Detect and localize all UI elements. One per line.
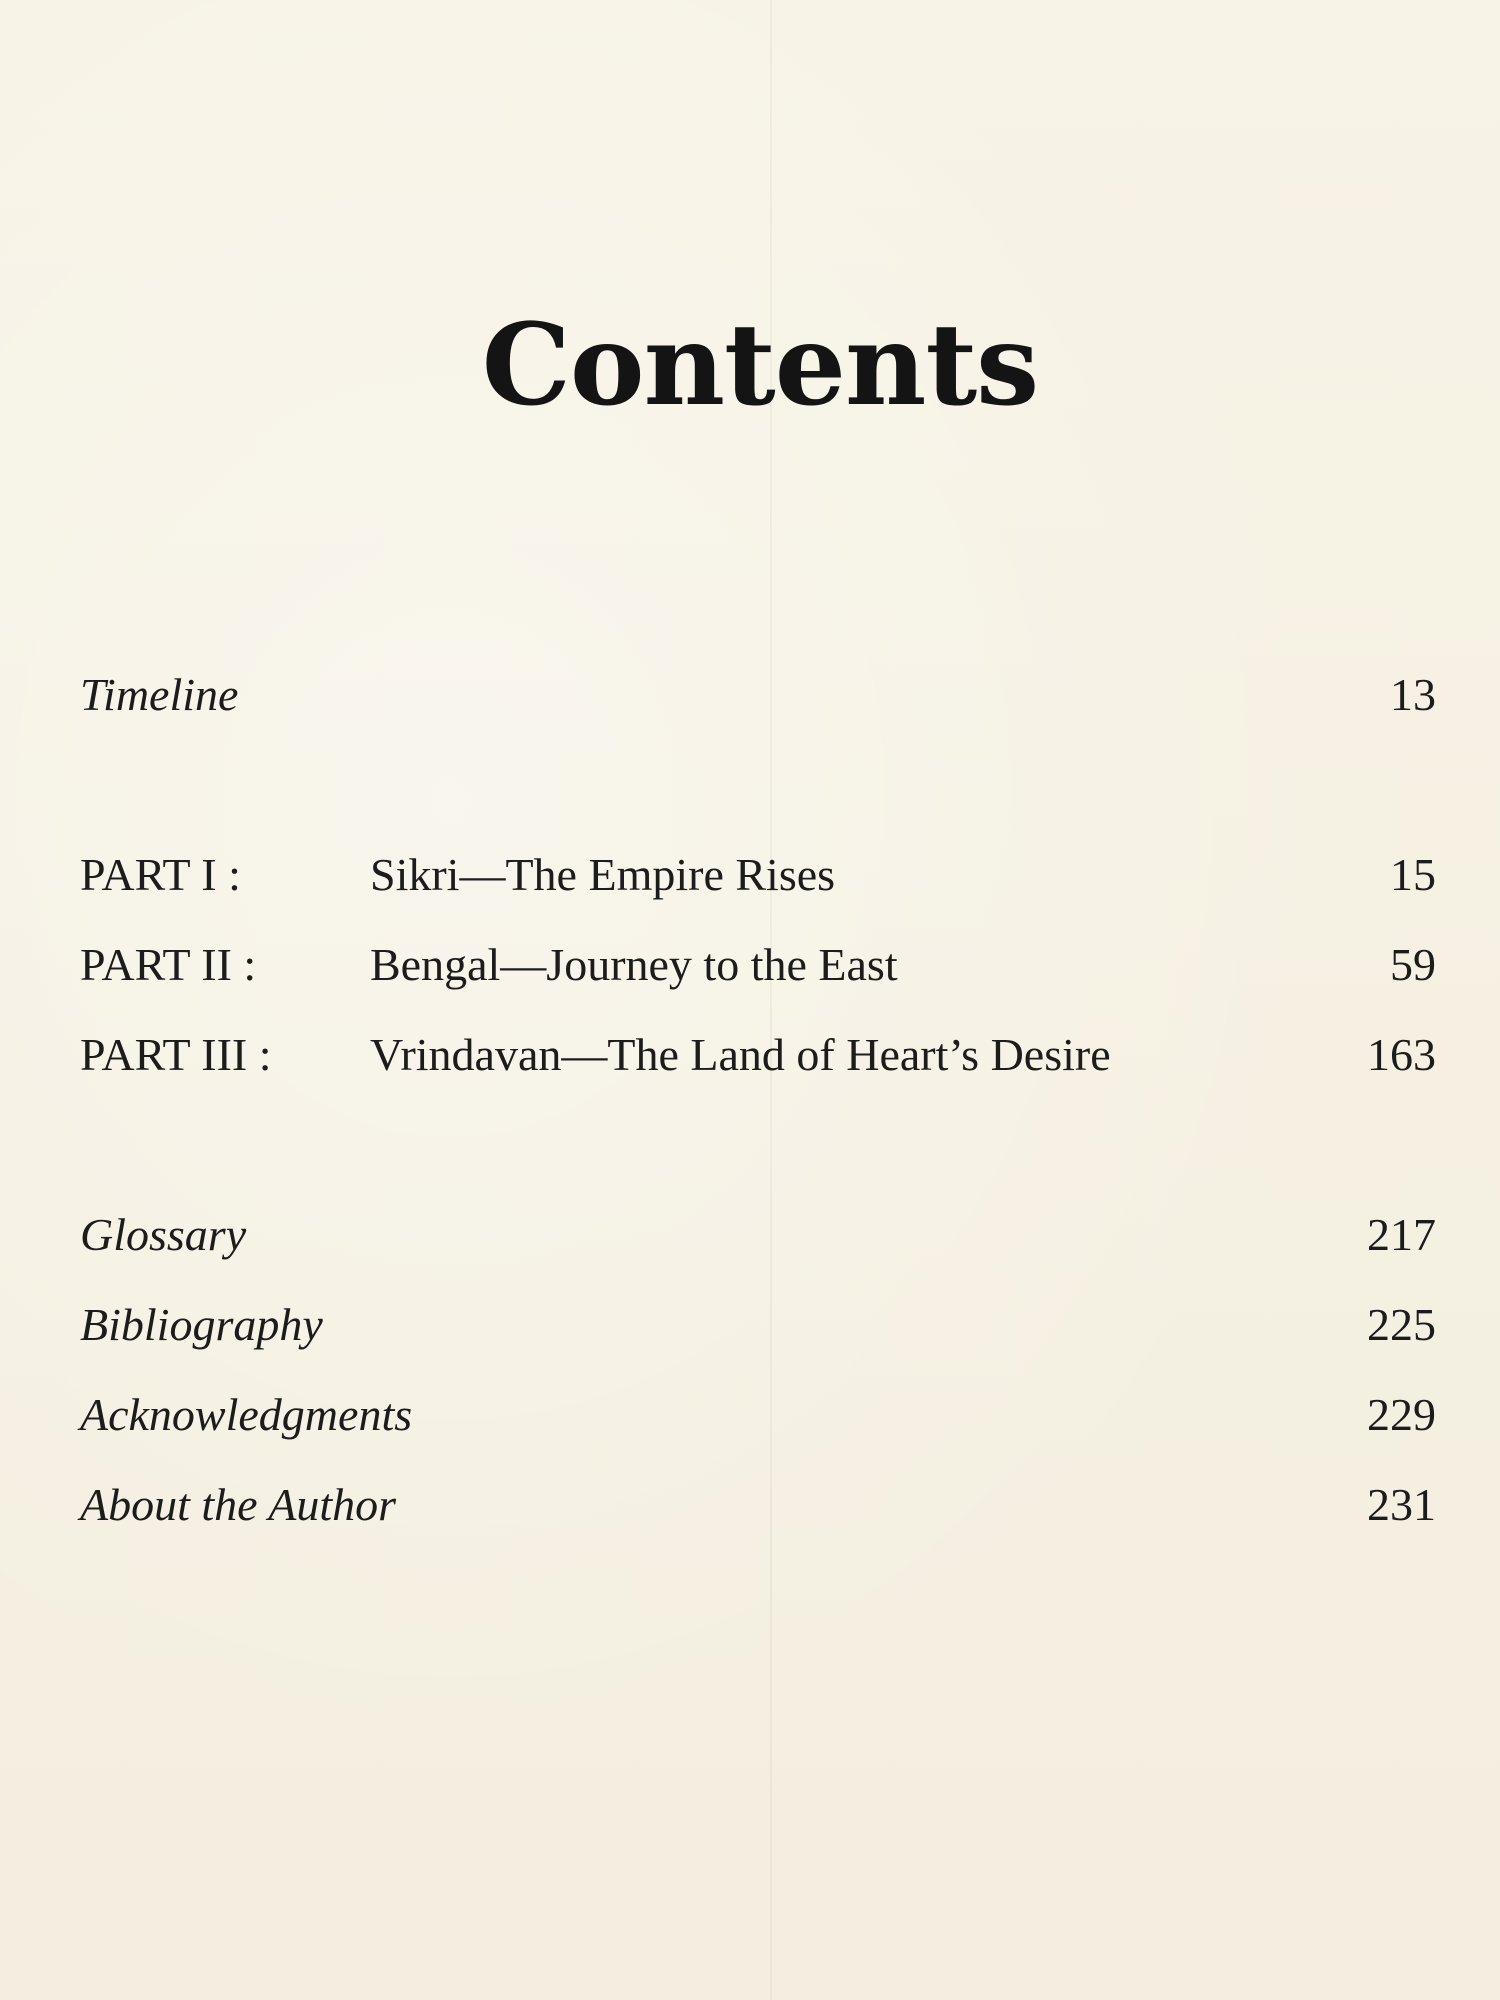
toc-entry-about-the-author [80, 1475, 1436, 1535]
toc-entry-label: About the Author [80, 1479, 397, 1530]
toc-entry-page-number: 163 [1367, 1029, 1436, 1080]
toc-entry-glossary [80, 1205, 1436, 1265]
toc-entry-label: Bibliography [80, 1299, 323, 1350]
toc-entry-page-number: 59 [1390, 939, 1436, 990]
toc-entry-label: Glossary [80, 1209, 247, 1260]
toc-entry-timeline [80, 665, 1436, 725]
toc-entry-page-number: 225 [1367, 1299, 1436, 1350]
toc-entry-page-number: 15 [1390, 849, 1436, 900]
toc-entry-part-3 [80, 1025, 1436, 1085]
toc-entry-label: Timeline [80, 669, 239, 720]
toc-entry-part-2 [80, 935, 1436, 995]
toc-part-label: PART I : [80, 849, 241, 900]
toc-part-title: Sikri—The Empire Rises [370, 849, 836, 900]
toc-entry-label: Acknowledgments [80, 1389, 413, 1440]
toc-entry-bibliography [80, 1295, 1436, 1355]
page-title: Contents [481, 300, 1039, 431]
toc-part-label: PART III : [80, 1029, 272, 1080]
toc-entry-page-number: 229 [1367, 1389, 1436, 1440]
toc-entry-page-number: 217 [1367, 1209, 1436, 1260]
toc-entry-part-1 [80, 845, 1436, 905]
toc-part-label: PART II : [80, 939, 257, 990]
toc-part-title: Vrindavan—The Land of Heart’s Desire [370, 1029, 1111, 1080]
toc-entry-page-number: 231 [1367, 1479, 1436, 1530]
toc-part-title: Bengal—Journey to the East [370, 939, 898, 990]
toc-entry-page-number: 13 [1390, 669, 1436, 720]
toc-entry-acknowledgments [80, 1385, 1436, 1445]
